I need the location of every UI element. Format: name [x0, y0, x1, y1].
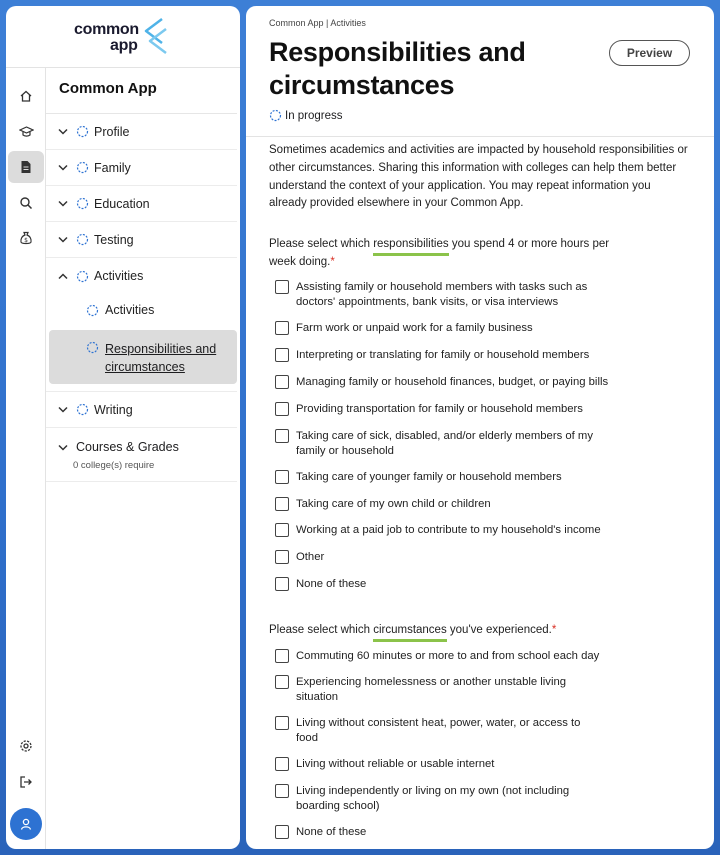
status-text: In progress	[285, 109, 343, 122]
in-progress-icon	[86, 304, 99, 317]
checkbox-option[interactable]: Farm work or unpaid work for a family business	[275, 321, 615, 336]
money-bag-icon	[19, 231, 33, 245]
left-panel	[6, 6, 240, 849]
checkbox[interactable]	[275, 784, 289, 798]
status-indicator	[269, 109, 343, 122]
gear-icon	[19, 739, 33, 753]
question-responsibilities: Please select which responsibilities you spend 4 or more hours per week doing.*	[269, 238, 610, 268]
nav-item-label: Testing	[94, 232, 134, 247]
icon-rail	[6, 68, 46, 849]
checkbox-option[interactable]: Other	[275, 550, 615, 565]
chevron-down-icon	[58, 444, 68, 451]
user-avatar-button[interactable]	[10, 808, 42, 840]
checkbox[interactable]	[275, 550, 289, 564]
in-progress-icon	[269, 109, 282, 122]
main-content	[246, 6, 714, 849]
nav-item-testing[interactable]	[46, 222, 237, 258]
checkbox[interactable]	[275, 649, 289, 663]
sign-out-icon	[19, 775, 33, 789]
nav-item-education[interactable]	[46, 186, 237, 222]
nav-item-profile[interactable]	[46, 114, 237, 150]
checkbox-option[interactable]: Taking care of younger family or household members	[275, 470, 615, 485]
checkbox[interactable]	[275, 497, 289, 511]
checkbox[interactable]	[275, 280, 289, 294]
checkbox-option[interactable]: Taking care of sick, disabled, and/or elderly members of my family or household	[275, 429, 615, 458]
checkbox[interactable]	[275, 402, 289, 416]
checkbox-option[interactable]: None of these	[275, 577, 615, 592]
sub-item-label-line1: Responsibilities and	[105, 342, 217, 356]
checkbox-option[interactable]: Living independently or living on my own (not including boarding school)	[275, 784, 615, 813]
sub-item-label-line2: circumstances	[105, 360, 185, 374]
nav-item-family[interactable]	[46, 150, 237, 186]
graduation-cap-icon	[19, 125, 34, 139]
in-progress-icon	[76, 403, 89, 416]
nav-item-label: Education	[94, 196, 150, 211]
checkbox-option[interactable]: Working at a paid job to contribute to my household's income	[275, 523, 615, 538]
settings-button[interactable]	[8, 730, 44, 762]
document-icon	[20, 160, 32, 174]
highlight-responsibilities: responsibilities	[373, 238, 449, 250]
nav-item-activities[interactable]	[46, 258, 237, 294]
checkbox[interactable]	[275, 470, 289, 484]
in-progress-icon	[76, 270, 89, 283]
education-button[interactable]	[8, 116, 44, 148]
checkbox-option[interactable]: None of these	[275, 825, 615, 840]
chevron-down-icon	[58, 200, 68, 207]
checkbox-option[interactable]: Assisting family or household members with tasks such as doctors' appointments, bank visits, or visa interviews	[275, 280, 615, 309]
checkbox[interactable]	[275, 757, 289, 771]
checkbox[interactable]	[275, 523, 289, 537]
nav-item-courses-grades[interactable]	[46, 428, 237, 482]
sub-item-label: Activities	[105, 303, 155, 317]
intro-text: Sometimes academics and activities are impacted by household responsibilities or other circumstances. Sharing this information with colleges can help them better understand the context of your application. You may repeat information you already provided elsewhere in your Common App.	[269, 144, 688, 210]
chevron-up-icon	[58, 273, 68, 280]
required-marker: *	[551, 624, 557, 636]
checkbox-option[interactable]: Living without consistent heat, power, water, or access to food	[275, 716, 615, 745]
in-progress-icon	[76, 197, 89, 210]
nav-item-writing[interactable]	[46, 392, 237, 428]
svg-text:$: $	[24, 237, 28, 244]
nav-item-label: Family	[94, 160, 131, 175]
checkbox-option[interactable]: Interpreting or translating for family or household members	[275, 348, 615, 363]
in-progress-icon	[86, 341, 99, 354]
chevron-down-icon	[58, 164, 68, 171]
nav-item-label: Activities	[94, 269, 144, 283]
question-circumstances: Please select which circumstances you've experienced.*	[269, 624, 557, 636]
checkbox-option[interactable]: Providing transportation for family or household members	[275, 402, 615, 417]
search-icon	[19, 196, 33, 210]
application-button[interactable]	[8, 151, 44, 183]
nav-item-label: Courses & Grades	[76, 440, 179, 454]
home-button[interactable]	[8, 80, 44, 112]
checkbox[interactable]	[275, 375, 289, 389]
sub-item-activities[interactable]	[46, 294, 240, 330]
checkbox[interactable]	[275, 577, 289, 591]
checkbox[interactable]	[275, 348, 289, 362]
nav-item-label: Profile	[94, 124, 130, 139]
checkbox-option[interactable]: Taking care of my own child or children	[275, 497, 615, 512]
page-title-line2: circumstances	[269, 70, 455, 100]
nav-item-label: Writing	[94, 402, 133, 417]
search-button[interactable]	[8, 187, 44, 219]
home-icon	[19, 89, 33, 103]
checkbox-option[interactable]: Managing family or household finances, budget, or paying bills	[275, 375, 615, 390]
chevron-down-icon	[58, 236, 68, 243]
sub-item-responsibilities-active[interactable]	[49, 330, 237, 384]
checkbox-option[interactable]: Living without reliable or usable internet	[275, 757, 615, 772]
breadcrumb: Common App | Activities	[269, 18, 366, 28]
checkbox[interactable]	[275, 429, 289, 443]
checkbox-option[interactable]: Experiencing homelessness or another unstable living situation	[275, 675, 615, 704]
nav-title: Common App	[46, 68, 237, 114]
logo-text-app: app	[110, 37, 138, 54]
section-nav	[46, 68, 240, 482]
in-progress-icon	[76, 161, 89, 174]
logo-text-common: common	[74, 21, 139, 38]
page-title-line1: Responsibilities and	[269, 37, 526, 67]
checkbox-option[interactable]: Commuting 60 minutes or more to and from school each day	[275, 649, 615, 664]
logo-mark-icon	[140, 17, 170, 57]
checkbox[interactable]	[275, 321, 289, 335]
preview-button[interactable]: Preview	[609, 40, 690, 66]
required-marker: *	[330, 255, 335, 268]
divider	[246, 136, 714, 137]
checkbox[interactable]	[275, 716, 289, 730]
page-title	[269, 36, 569, 102]
chevron-down-icon	[58, 128, 68, 135]
sign-out-button[interactable]	[8, 766, 44, 798]
in-progress-icon	[76, 233, 89, 246]
logo[interactable]	[6, 6, 240, 68]
checkbox[interactable]	[275, 825, 289, 839]
chevron-down-icon	[58, 406, 68, 413]
in-progress-icon	[76, 125, 89, 138]
user-icon	[19, 817, 33, 831]
financial-aid-button[interactable]	[8, 222, 44, 254]
highlight-circumstances: circumstances	[373, 624, 447, 636]
checkbox[interactable]	[275, 675, 289, 689]
courses-meta: 0 college(s) require	[73, 460, 155, 471]
